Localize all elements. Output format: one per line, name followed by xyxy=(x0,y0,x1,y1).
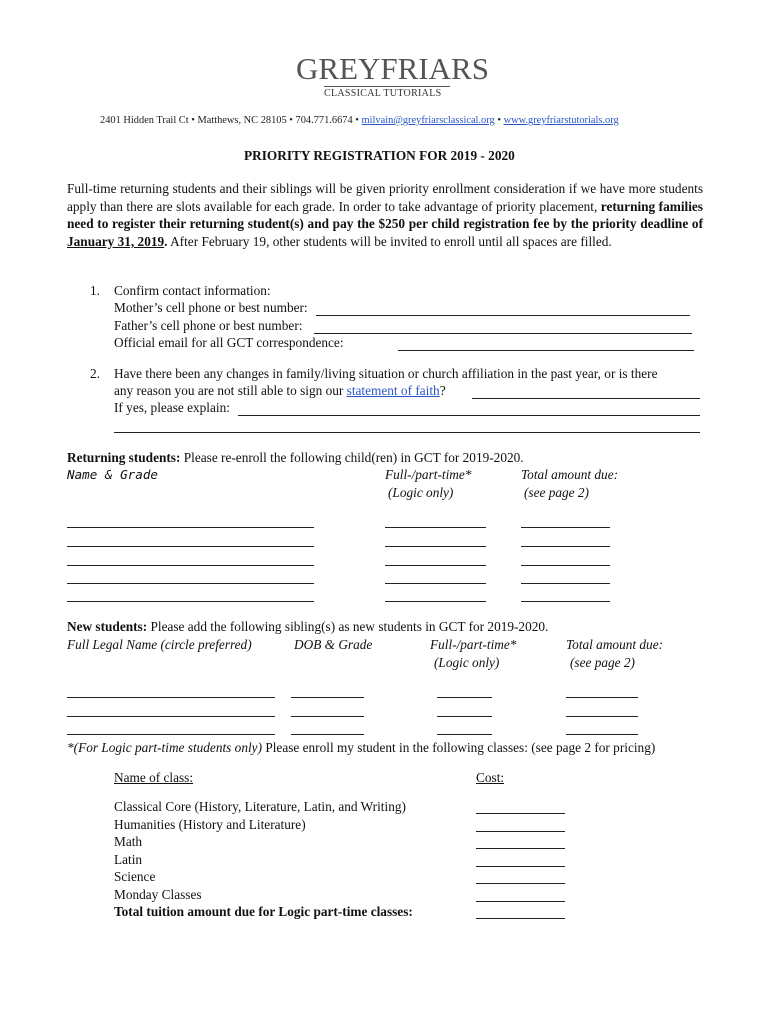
returning-heading-bold: Returning students: xyxy=(67,450,181,465)
intro-period: . xyxy=(164,233,168,249)
returning-ft-field[interactable] xyxy=(385,601,486,602)
new-name-field[interactable] xyxy=(67,716,275,717)
page-title: PRIORITY REGISTRATION FOR 2019 - 2020 xyxy=(244,148,515,163)
new-dob-field[interactable] xyxy=(291,734,364,735)
intro-text-end: After February 19, other students will be invited to enroll until all spaces are filled. xyxy=(167,233,612,249)
returning-name-field[interactable] xyxy=(67,601,314,602)
class-cost-field[interactable] xyxy=(476,901,565,902)
address-street: 2401 Hidden Trail Ct xyxy=(100,115,189,126)
class-item: Monday Classes xyxy=(114,887,202,902)
logic-note xyxy=(67,740,655,756)
q1-heading: Confirm contact information: xyxy=(114,283,271,298)
father-phone-label: Father’s cell phone or best number: xyxy=(114,318,303,333)
returning-ft-field[interactable] xyxy=(385,583,486,584)
class-cost-field[interactable] xyxy=(476,813,565,814)
returning-col-ft: Full-/part-time* xyxy=(385,467,472,482)
logo-subtitle: CLASSICAL TUTORIALS xyxy=(324,86,450,99)
address-city: Matthews, NC 28105 xyxy=(197,115,287,126)
class-cost-field[interactable] xyxy=(476,866,565,867)
new-col-total-sub: (see page 2) xyxy=(570,655,635,670)
class-item: Latin xyxy=(114,852,143,867)
address-phone: 704.771.6674 xyxy=(295,115,353,126)
mother-phone-label: Mother’s cell phone or best number: xyxy=(114,300,308,315)
returning-col-name: Name & Grade xyxy=(67,467,158,482)
cost-header: Cost: xyxy=(476,770,505,785)
father-phone-field[interactable] xyxy=(314,333,692,334)
logic-note-text: Please enroll my student in the following classes: (see page 2 for pricing) xyxy=(262,740,656,755)
new-col-ft: Full-/part-time* xyxy=(430,637,517,652)
address-line xyxy=(100,115,619,126)
separator: • xyxy=(355,115,359,126)
returning-total-field[interactable] xyxy=(521,565,610,566)
returning-col-total-sub: (see page 2) xyxy=(524,485,589,500)
class-cost-field[interactable] xyxy=(476,848,565,849)
returning-total-field[interactable] xyxy=(521,601,610,602)
class-item: Science xyxy=(114,869,156,884)
new-name-field[interactable] xyxy=(67,734,275,735)
new-col-dob: DOB & Grade xyxy=(294,637,373,652)
total-label: Total tuition amount due for Logic part-time classes: xyxy=(114,904,413,919)
class-item: Math xyxy=(114,834,143,849)
intro-paragraph xyxy=(67,180,703,250)
returning-total-field[interactable] xyxy=(521,583,610,584)
q2-answer-field[interactable] xyxy=(472,398,700,399)
new-total-field[interactable] xyxy=(566,716,638,717)
new-dob-field[interactable] xyxy=(291,716,364,717)
returning-ft-field[interactable] xyxy=(385,565,486,566)
q1-number: 1. xyxy=(90,283,100,298)
logo-wordmark: GREYFRIARS xyxy=(296,51,489,86)
class-cost-field[interactable] xyxy=(476,831,565,832)
email-link[interactable]: milvain@greyfriarsclassical.org xyxy=(361,115,495,126)
new-total-field[interactable] xyxy=(566,697,638,698)
separator: • xyxy=(289,115,293,126)
class-item: Humanities (History and Literature) xyxy=(114,817,306,832)
separator: • xyxy=(191,115,195,126)
new-ft-field[interactable] xyxy=(437,734,492,735)
new-col-total: Total amount due: xyxy=(566,637,664,652)
returning-name-field[interactable] xyxy=(67,565,314,566)
email-field[interactable] xyxy=(398,350,694,351)
new-name-field[interactable] xyxy=(67,697,275,698)
deadline-date: January 31, 2019 xyxy=(67,233,165,249)
new-col-name: Full Legal Name (circle preferred) xyxy=(67,637,252,652)
returning-name-field[interactable] xyxy=(67,527,314,528)
intro-text: Full-time returning students and their siblings will be given priority enrollment consideration if we have more students apply than there are slots available for each grade. In order to take advantage of priority placement, xyxy=(67,181,703,214)
total-cost-field[interactable] xyxy=(476,918,565,919)
class-item: Classical Core (History, Literature, Latin, and Writing) xyxy=(114,799,406,814)
new-ft-field[interactable] xyxy=(437,716,492,717)
separator: • xyxy=(497,115,501,126)
new-students-heading-text: Please add the following sibling(s) as new students in GCT for 2019-2020. xyxy=(147,619,549,634)
intro-bold-text: returning families need to register their returning student(s) and pay the $250 per child registration fee by the priority deadline of xyxy=(67,198,703,232)
new-students-heading-bold: New students: xyxy=(67,619,148,634)
statement-of-faith-link[interactable]: statement of faith xyxy=(346,383,440,398)
greyfriars-logo xyxy=(296,51,489,102)
returning-ft-field[interactable] xyxy=(385,527,486,528)
website-link[interactable]: www.greyfriarstutorials.org xyxy=(503,115,619,126)
email-label: Official email for all GCT correspondence: xyxy=(114,335,344,350)
new-total-field[interactable] xyxy=(566,734,638,735)
returning-heading xyxy=(67,450,524,466)
q2-question-mark: ? xyxy=(439,383,446,398)
mother-phone-field[interactable] xyxy=(316,315,690,316)
q2-line2-text: any reason you are not still able to sign our xyxy=(114,383,347,398)
new-dob-field[interactable] xyxy=(291,697,364,698)
returning-total-field[interactable] xyxy=(521,527,610,528)
returning-name-field[interactable] xyxy=(67,546,314,547)
explain-field-1[interactable] xyxy=(238,415,700,416)
explain-field-2[interactable] xyxy=(114,432,700,433)
returning-total-field[interactable] xyxy=(521,546,610,547)
returning-heading-text: Please re-enroll the following child(ren) in GCT for 2019-2020. xyxy=(180,450,524,465)
q2-line2 xyxy=(114,383,446,399)
new-col-ft-sub: (Logic only) xyxy=(434,655,500,670)
returning-ft-field[interactable] xyxy=(385,546,486,547)
class-cost-field[interactable] xyxy=(476,883,565,884)
q2-line1: Have there been any changes in family/living situation or church affiliation in the past year, or is there xyxy=(114,366,658,381)
class-name-header: Name of class: xyxy=(114,770,194,785)
q2-number: 2. xyxy=(90,366,100,381)
explain-label: If yes, please explain: xyxy=(114,400,230,415)
returning-col-ft-sub: (Logic only) xyxy=(388,485,454,500)
new-students-heading xyxy=(67,619,548,635)
returning-name-field[interactable] xyxy=(67,583,314,584)
returning-col-total: Total amount due: xyxy=(521,467,619,482)
logic-note-italic: *(For Logic part-time students only) xyxy=(67,740,262,755)
new-ft-field[interactable] xyxy=(437,697,492,698)
